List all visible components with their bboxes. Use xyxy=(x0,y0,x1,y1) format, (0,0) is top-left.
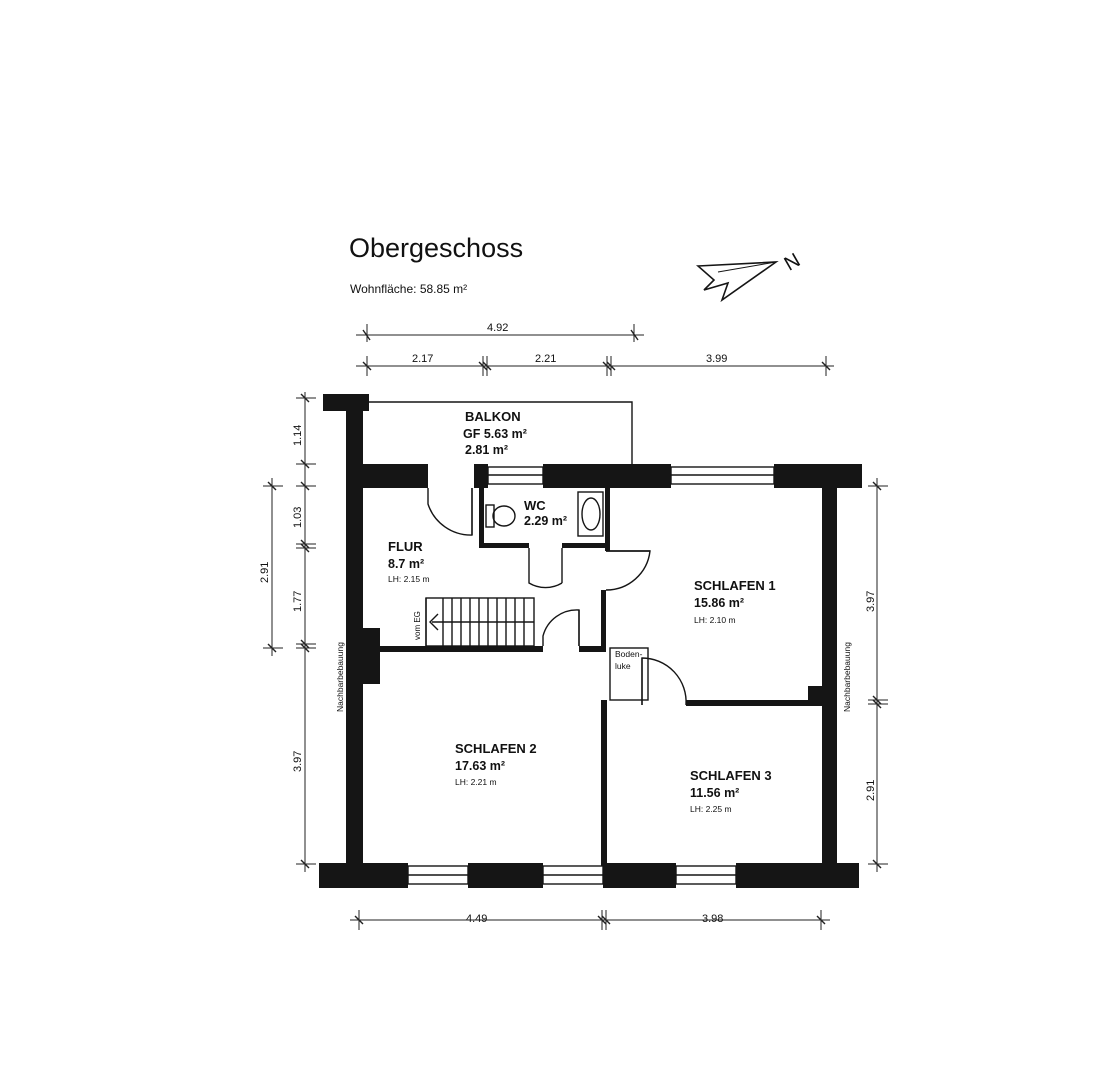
dimension-left xyxy=(259,392,316,872)
dim-left-wc: 1.03 xyxy=(292,506,304,528)
room-schlafen2-height: LH: 2.21 m xyxy=(455,777,497,787)
dim-bottom-a: 4.49 xyxy=(466,913,488,925)
dim-top-c: 3.99 xyxy=(706,353,728,365)
stairs-label: vom EG xyxy=(413,611,422,640)
walls xyxy=(319,394,862,888)
sink-icon xyxy=(578,492,603,536)
north-label: N xyxy=(780,249,805,276)
room-flur-height: LH: 2.15 m xyxy=(388,574,430,584)
stairs-icon xyxy=(426,598,534,646)
room-schlafen2-area: 17.63 m² xyxy=(455,759,506,773)
room-balkon-gf: GF 5.63 m² xyxy=(463,427,527,441)
hatch-label-line2: luke xyxy=(615,661,631,671)
dim-left-lower: 3.97 xyxy=(292,750,304,772)
dim-right-upper: 3.97 xyxy=(865,590,877,612)
room-balkon-area: 2.81 m² xyxy=(465,443,509,457)
room-flur xyxy=(388,539,430,584)
room-schlafen1-height: LH: 2.10 m xyxy=(694,615,736,625)
room-schlafen1-name: SCHLAFEN 1 xyxy=(694,578,776,593)
dim-top-total: 4.92 xyxy=(487,322,509,334)
room-schlafen3-height: LH: 2.25 m xyxy=(690,804,732,814)
living-area-label: Wohnfläche: 58.85 m² xyxy=(350,282,468,296)
room-schlafen3-name: SCHLAFEN 3 xyxy=(690,768,772,783)
room-wc-area: 2.29 m² xyxy=(524,514,568,528)
room-schlafen2 xyxy=(455,741,537,787)
dim-left-flur: 1.77 xyxy=(292,590,304,612)
room-schlafen2-name: SCHLAFEN 2 xyxy=(455,741,537,756)
room-schlafen1-area: 15.86 m² xyxy=(694,596,745,610)
room-schlafen3 xyxy=(690,768,772,814)
plan-title: Obergeschoss xyxy=(349,233,524,263)
room-flur-area: 8.7 m² xyxy=(388,557,425,571)
room-wc-name: WC xyxy=(524,498,546,513)
dim-right-lower: 2.91 xyxy=(865,779,877,801)
room-flur-name: FLUR xyxy=(388,539,423,554)
hatch-label-line1: Boden- xyxy=(615,649,643,659)
room-wc xyxy=(524,498,567,528)
dim-top-b: 2.21 xyxy=(535,353,557,365)
room-schlafen3-area: 11.56 m² xyxy=(690,786,740,800)
room-balkon-name: BALKON xyxy=(465,409,521,424)
neighbor-right-label: Nachbarbebauung xyxy=(842,642,852,712)
dimension-bottom xyxy=(350,910,830,930)
dim-left-outer: 2.91 xyxy=(259,561,271,583)
dim-top-a: 2.17 xyxy=(412,353,434,365)
room-balkon xyxy=(463,409,527,457)
room-schlafen1 xyxy=(694,578,776,625)
dim-left-balcony: 1.14 xyxy=(292,424,304,446)
neighbor-left-label: Nachbarbebauung xyxy=(335,642,345,712)
dim-bottom-b: 3.98 xyxy=(702,913,724,925)
north-arrow-icon xyxy=(698,249,804,300)
toilet-icon xyxy=(486,505,515,527)
dimension-top xyxy=(356,322,834,376)
dimension-right xyxy=(865,478,888,872)
